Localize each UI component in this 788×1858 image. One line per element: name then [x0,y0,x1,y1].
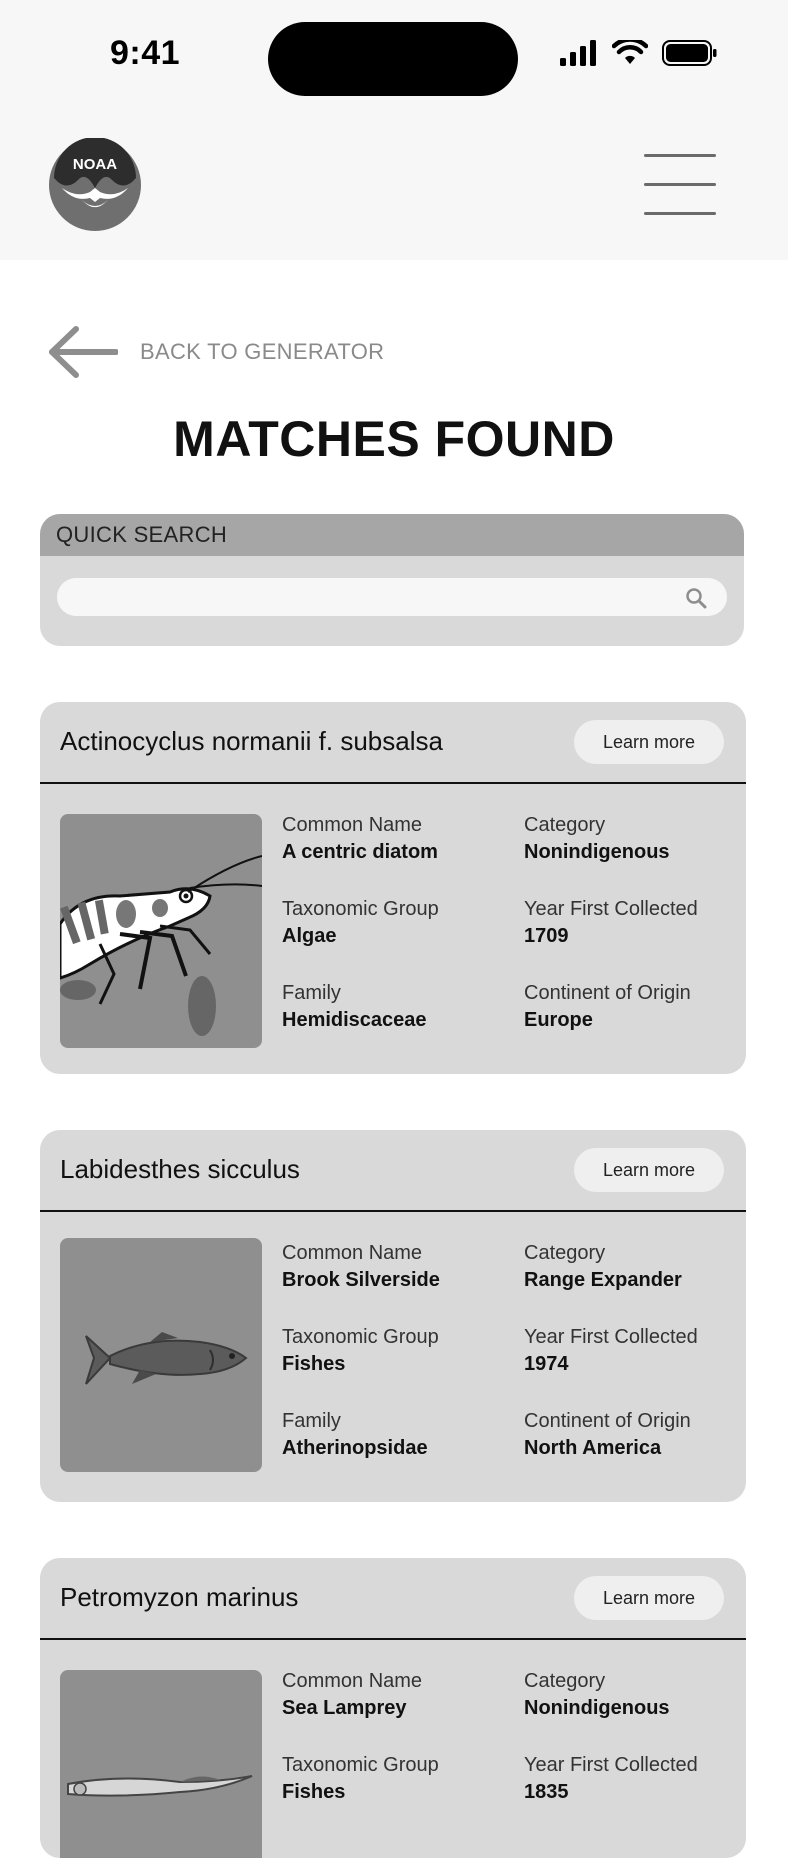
arrow-left-icon [48,325,118,379]
wifi-icon [612,40,648,66]
species-image [60,814,262,1048]
dynamic-island [268,22,518,96]
status-bar [0,0,788,118]
field-value: Europe [524,1009,593,1031]
species-card [40,702,746,1074]
field-value: North America [524,1437,662,1459]
taxonomic-group-field [282,898,502,948]
field-value: 1835 [524,1781,569,1803]
field-label: Common Name [282,1242,423,1264]
field-value: A centric diatom [282,841,438,863]
fish-illustration-icon [60,1238,262,1472]
signal-icon [560,40,598,66]
common-name-field [282,1670,502,1720]
year-first-collected-field [524,1326,744,1376]
field-label: Family [282,1410,341,1432]
field-value: 1974 [524,1353,569,1375]
quick-search-panel [40,514,744,646]
search-input[interactable] [57,578,677,616]
field-value: Fishes [282,1781,346,1803]
lamprey-illustration-icon [60,1670,262,1858]
year-first-collected-field [524,898,744,948]
taxonomic-group-field [282,1326,502,1376]
field-label: Taxonomic Group [282,1754,439,1776]
learn-more-button[interactable]: Learn more [574,720,724,764]
common-name-field [282,814,502,864]
field-label: Category [524,1670,606,1692]
species-image [60,1238,262,1472]
quick-search-header: QUICK SEARCH [40,514,744,556]
learn-more-button[interactable]: Learn more [574,1148,724,1192]
back-to-generator-link[interactable] [48,325,384,379]
species-name: Labidesthes sicculus [60,1154,300,1184]
field-value: Algae [282,925,337,947]
field-label: Year First Collected [524,1754,698,1776]
status-time: 9:41 [110,34,181,72]
svg-text:NOAA: NOAA [72,156,118,173]
field-label: Category [524,1242,606,1264]
battery-icon [662,40,718,66]
species-name: Actinocyclus normanii f. subsalsa [60,726,443,756]
page-title: MATCHES FOUND [173,411,615,467]
back-link-label: BACK TO GENERATOR [140,339,385,364]
field-value: Sea Lamprey [282,1697,407,1719]
category-field [524,814,744,864]
field-label: Common Name [282,814,423,836]
shrimp-illustration-icon [60,814,262,1048]
continent-of-origin-field [524,1410,744,1460]
field-label: Category [524,814,606,836]
year-first-collected-field [524,1754,744,1804]
continent-of-origin-field [524,982,744,1032]
field-value: Nonindigenous [524,1697,670,1719]
status-icons [560,40,718,66]
field-value: Range Expander [524,1269,682,1291]
search-icon[interactable] [685,587,707,609]
field-label: Continent of Origin [524,1410,691,1432]
field-label: Taxonomic Group [282,1326,439,1348]
category-field [524,1242,744,1292]
species-card [40,1130,746,1502]
taxonomic-group-field [282,1754,502,1804]
field-label: Common Name [282,1670,423,1692]
field-label: Year First Collected [524,898,698,920]
field-label: Taxonomic Group [282,898,439,920]
field-value: Atherinopsidae [282,1437,428,1459]
species-image [60,1670,262,1858]
field-value: 1709 [524,925,569,947]
learn-more-button[interactable]: Learn more [574,1576,724,1620]
field-label: Year First Collected [524,1326,698,1348]
common-name-field [282,1242,502,1292]
quick-search-field[interactable] [57,578,727,616]
species-card [40,1558,746,1858]
card-header [40,702,746,784]
field-value: Fishes [282,1353,346,1375]
field-label: Continent of Origin [524,982,691,1004]
noaa-logo-icon[interactable] [48,138,142,232]
app-header [0,118,788,260]
field-value: Hemidiscaceae [282,1009,427,1031]
card-header [40,1130,746,1212]
category-field [524,1670,744,1720]
species-name: Petromyzon marinus [60,1582,299,1612]
card-header [40,1558,746,1640]
field-value: Nonindigenous [524,841,670,863]
field-value: Brook Silverside [282,1269,440,1291]
hamburger-menu-button[interactable] [644,154,716,216]
family-field [282,982,502,1032]
family-field [282,1410,502,1460]
field-label: Family [282,982,341,1004]
